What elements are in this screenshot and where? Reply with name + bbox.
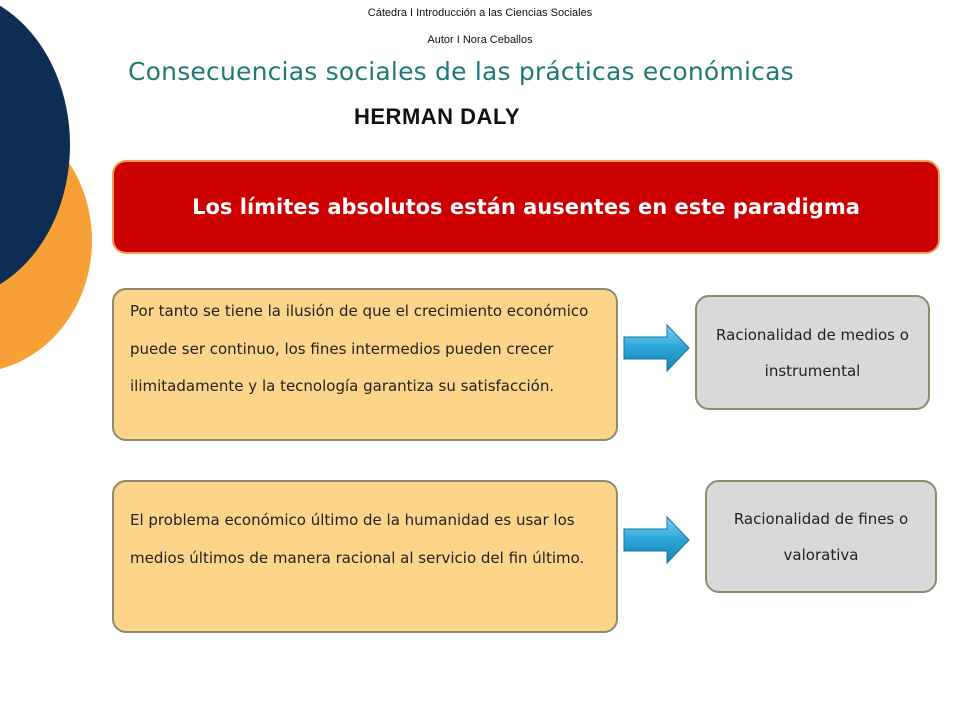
slide-title: Consecuencias sociales de las prácticas económicas <box>128 57 794 86</box>
header-course: Cátedra I Introducción a las Ciencias Sociales <box>367 7 593 19</box>
right-arrow-icon <box>623 324 691 372</box>
result-box-1: Racionalidad de medios o instrumental <box>695 295 930 410</box>
premise-box-2: El problema económico último de la humanidad es usar los medios últimos de manera racional al servicio del fin último. <box>112 480 618 633</box>
header-author: Autor I Nora Ceballos <box>427 34 533 46</box>
slide-subtitle: HERMAN DALY <box>354 104 521 129</box>
premise-box-1: Por tanto se tiene la ilusión de que el crecimiento económico puede ser continuo, los fines intermedios pueden crecer ilimitadamente y la tecnología garantiza su satisfacción. <box>112 288 618 441</box>
main-statement-banner <box>112 160 940 254</box>
right-arrow-icon <box>623 516 691 564</box>
result-box-2: Racionalidad de fines o valorativa <box>705 480 937 593</box>
banner-text: Los límites absolutos están ausentes en este paradigma <box>192 195 860 219</box>
